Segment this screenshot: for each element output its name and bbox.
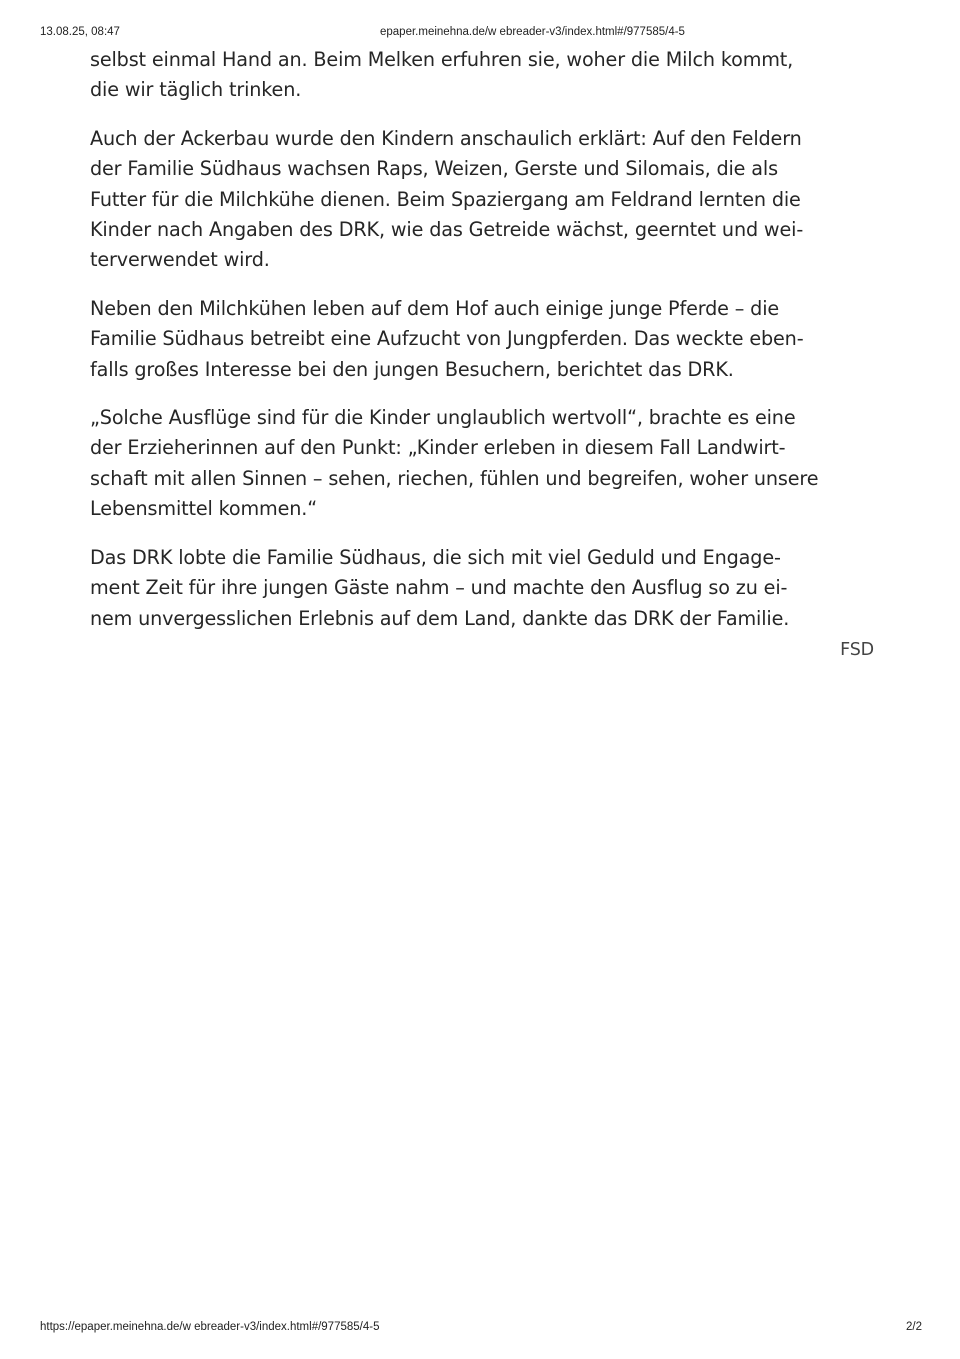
paragraph-line: Lebensmittel kommen.“	[90, 497, 318, 521]
paragraph-line: „Solche Ausflüge sind für die Kinder unglaublich wertvoll“, brachte es eine	[90, 406, 796, 430]
paragraph-line: ment Zeit für ihre jungen Gäste nahm – und machte den Ausflug so zu ei-	[90, 576, 788, 600]
article-paragraph-3	[90, 294, 874, 385]
paragraph-line: terverwendet wird.	[90, 248, 270, 272]
paragraph-line: Futter für die Milchkühe dienen. Beim Spaziergang am Feldrand lernten die	[90, 187, 801, 211]
print-url-footer: https://epaper.meinehna.de/w ebreader-v3/index.html#/977585/4-5	[40, 1321, 380, 1333]
print-footer	[0, 1321, 960, 1337]
paragraph-line: der Erzieherinnen auf den Punkt: „Kinder erleben in diesem Fall Landwirt-	[90, 436, 786, 460]
article-paragraph-4	[90, 403, 874, 525]
paragraph-line: nem unvergesslichen Erlebnis auf dem Land, dankte das DRK der Familie.	[90, 606, 790, 630]
author-byline: FSD	[840, 639, 874, 660]
article-paragraph-1	[90, 45, 874, 106]
print-date: 13.08.25, 08:47	[40, 26, 120, 38]
article-paragraph-2	[90, 124, 874, 276]
paragraph-line: Neben den Milchkühen leben auf dem Hof auch einige junge Pferde – die	[90, 296, 780, 320]
print-header	[0, 26, 960, 42]
paragraph-line: falls großes Interesse bei den jungen Besuchern, berichtet das DRK.	[90, 357, 734, 381]
print-url-header: epaper.meinehna.de/w ebreader-v3/index.html#/977585/4-5	[380, 26, 685, 38]
paragraph-line: schaft mit allen Sinnen – sehen, riechen, fühlen und begreifen, woher unsere	[90, 466, 819, 490]
paragraph-line: selbst einmal Hand an. Beim Melken erfuhren sie, woher die Milch kommt,	[90, 48, 794, 71]
paragraph-line: der Familie Südhaus wachsen Raps, Weizen, Gerste und Silomais, die als	[90, 157, 778, 181]
paragraph-line: Auch der Ackerbau wurde den Kindern anschaulich erklärt: Auf den Feldern	[90, 126, 802, 150]
page-number: 2/2	[906, 1321, 922, 1333]
paragraph-line: Familie Südhaus betreibt eine Aufzucht von Jungpferden. Das weckte eben-	[90, 327, 804, 351]
article-body	[90, 45, 874, 662]
paragraph-line: die wir täglich trinken.	[90, 78, 302, 102]
paragraph-line: Das DRK lobte die Familie Südhaus, die sich mit viel Geduld und Engage-	[90, 545, 781, 569]
article-paragraph-5	[90, 543, 874, 634]
paragraph-line: Kinder nach Angaben des DRK, wie das Getreide wächst, geerntet und wei-	[90, 218, 804, 242]
